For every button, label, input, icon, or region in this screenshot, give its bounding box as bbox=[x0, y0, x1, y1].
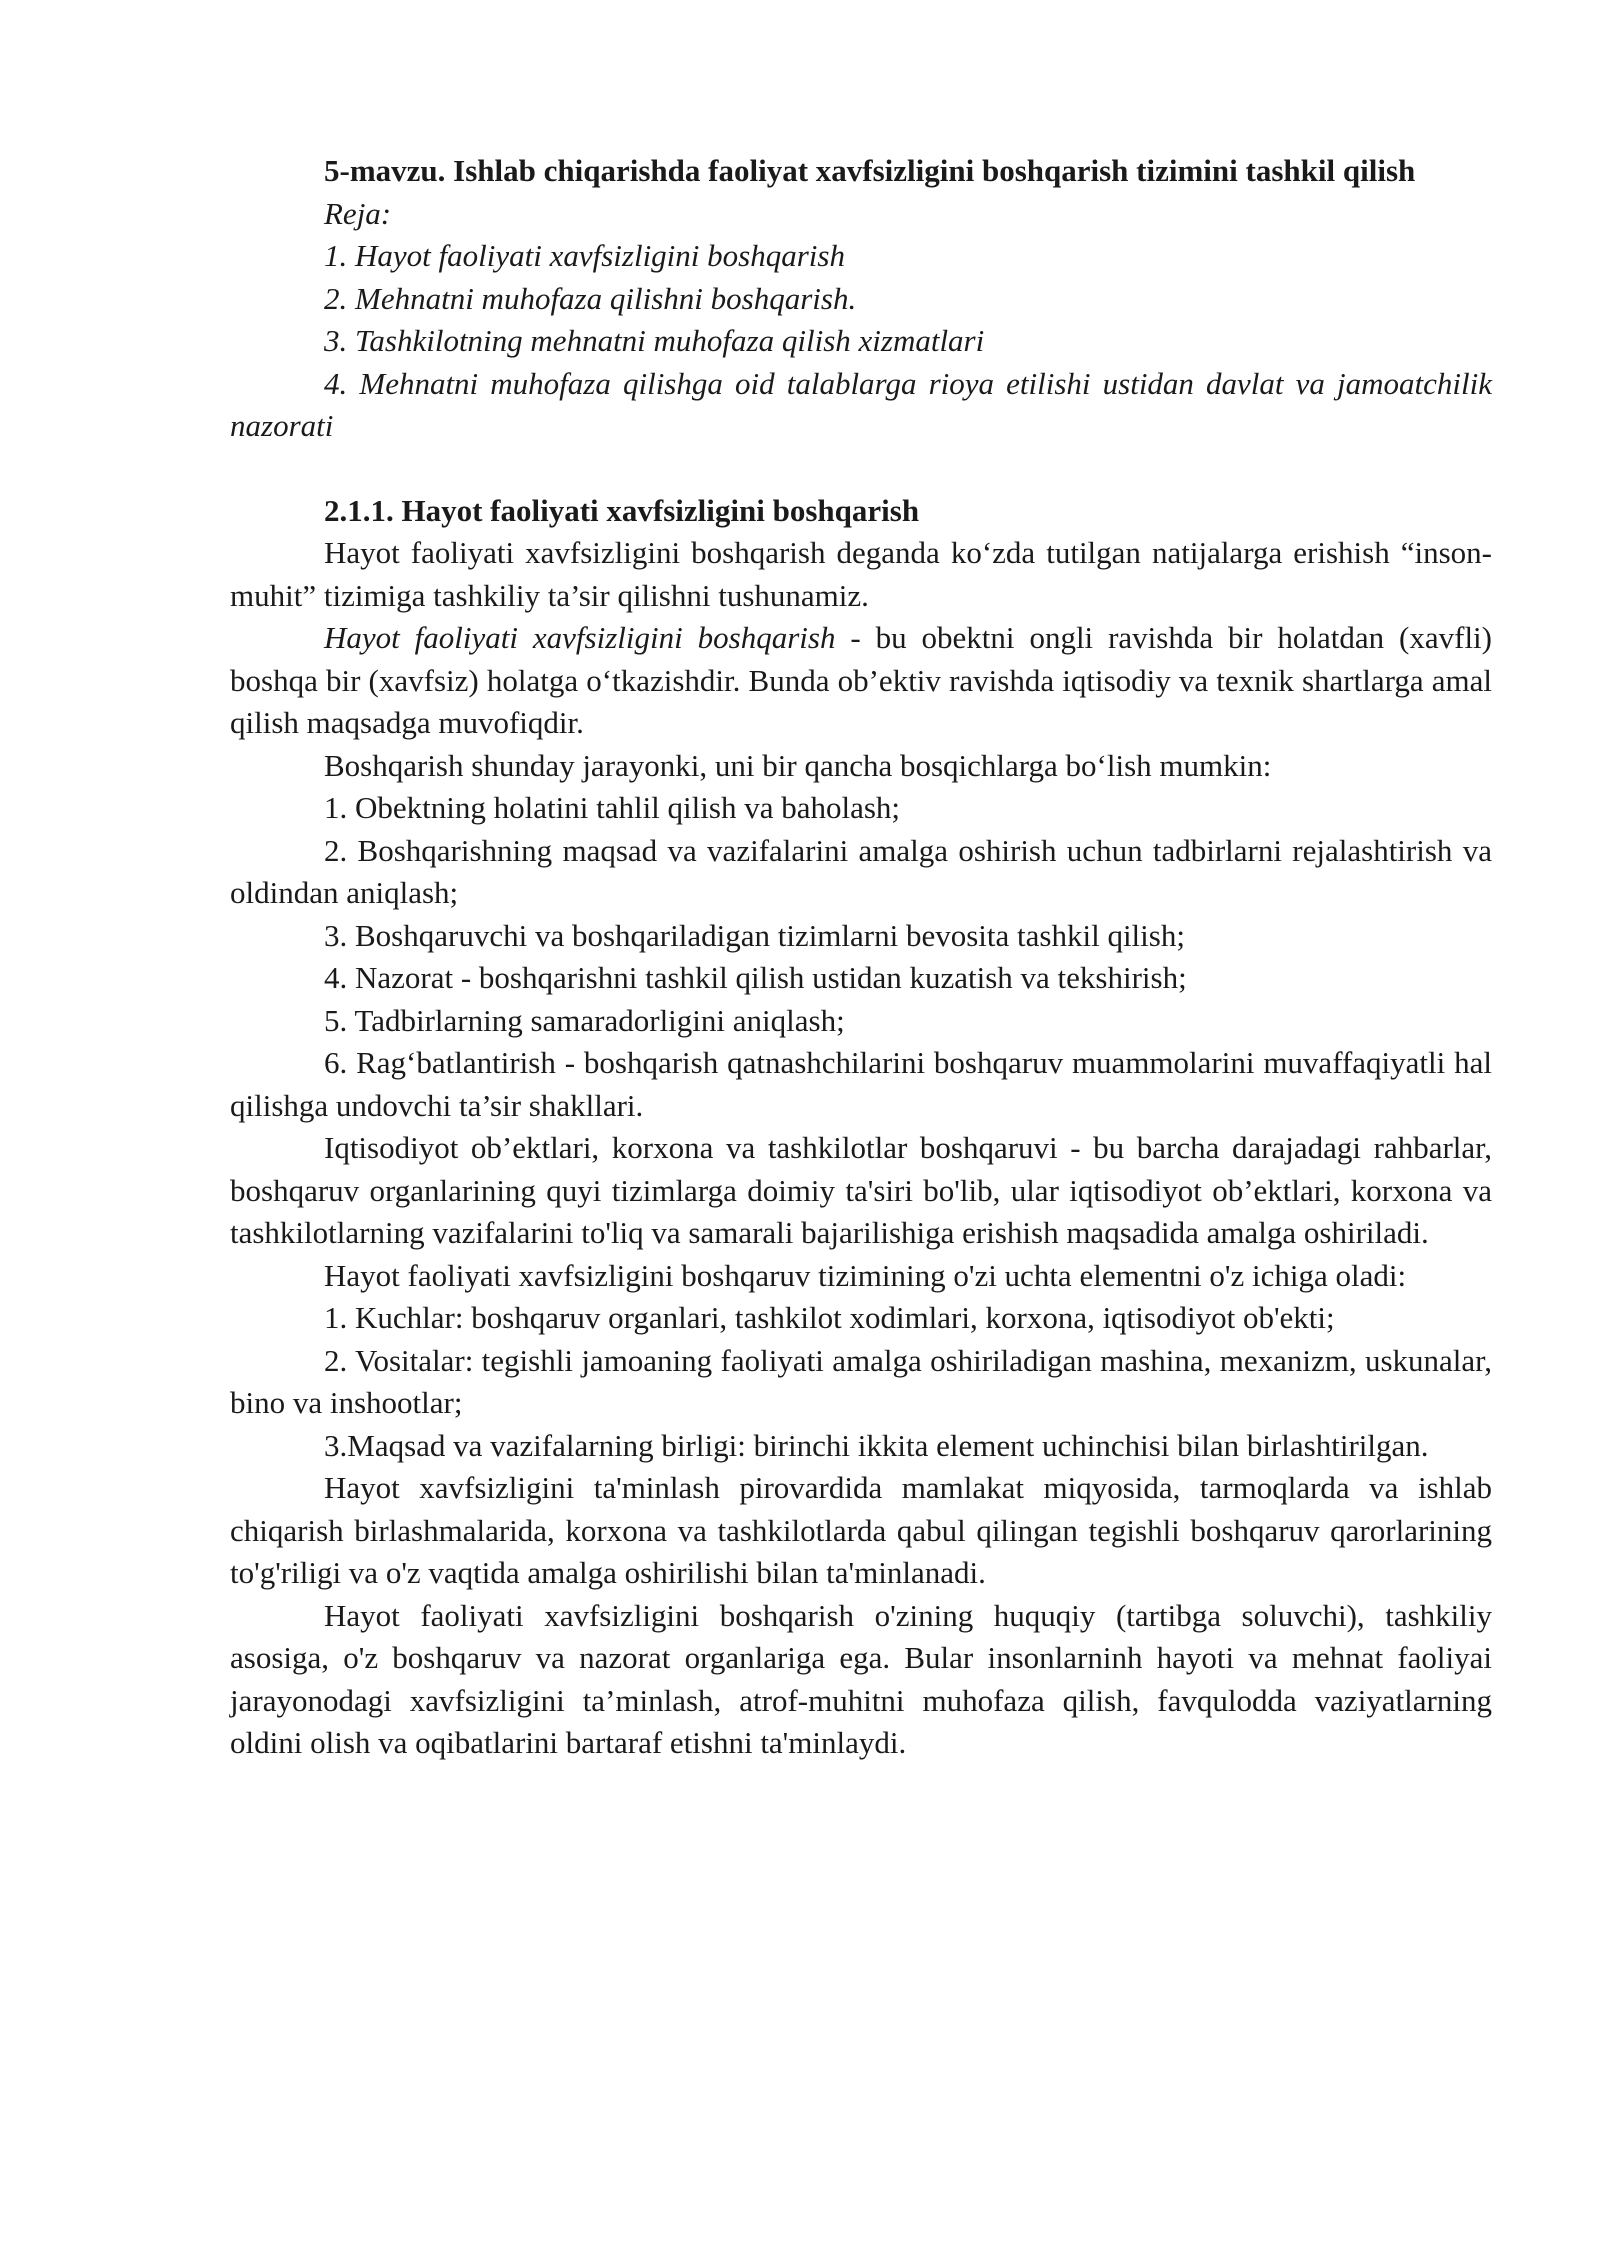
stage-item: 1. Obektning holatini tahlil qilish va baholash; bbox=[324, 790, 901, 825]
stage-item: 4. Nazorat - boshqarishni tashkil qilish ustidan kuzatish va tekshirish; bbox=[324, 960, 1187, 995]
plan-item: 3. Tashkilotning mehnatni muhofaza qilish xizmatlari bbox=[324, 323, 985, 358]
section-heading: 2.1.1. Hayot faoliyati xavfsizligini boshqarish bbox=[324, 492, 920, 528]
definition-term: Hayot faoliyati xavfsizligini boshqarish bbox=[324, 620, 836, 655]
definition-paragraph bbox=[230, 617, 1492, 745]
management-paragraph: Iqtisodiyot ob’ektlari, korxona va tashkilotlar boshqaruvi - bu barcha darajadagi rahbarlar, boshqaruv organlarining quyi tizimlarga doimiy ta'siri bo'lib, ular iqtisodiyot ob’ektlari, korxona va tashkilotlarning vazifalarini to'liq va samarali bajarilishiga erishish maqsadida amalga oshiriladi. bbox=[230, 1130, 1492, 1250]
definition-text: - bu obektni ongli ravishda bir holatdan (xavfli) boshqa bir (xavfsiz) holatga o‘tkazishdir. Bunda ob’ektiv ravishda iqtisodiy va texnik shartlarga amal qilish maqsadga muvofiqdir. bbox=[230, 620, 1492, 740]
stage-item: 2. Boshqarishning maqsad va vazifalarini amalga oshirish uchun tadbirlarni rejalashtirish va oldindan aniqlash; bbox=[230, 832, 1492, 910]
stage-item: 6. Rag‘batlantirish - boshqarish qatnashchilarini boshqaruv muammolarini muvaffaqiyatli hal qilishga undovchi ta’sir shakllari. bbox=[230, 1045, 1492, 1123]
element-item: 3.Maqsad va vazifalarning birligi: birinchi ikkita element uchinchisi bilan birlashtirilgan. bbox=[324, 1427, 1429, 1463]
plan-item: 4. Mehnatni muhofaza qilishga oid talablarga rioya etilishi ustidan davlat va jamoatchilik nazorati bbox=[230, 365, 1492, 443]
intro-paragraph: Hayot faoliyati xavfsizligini boshqarish deganda ko‘zda tutilgan natijalarga erishish “inson-muhit” tizimiga tashkiliy ta’sir qilishni tushunamiz. bbox=[230, 535, 1492, 613]
document-title: 5-mavzu. Ishlab chiqarishda faoliyat xavfsizligini boshqarish tizimini tashkil qilish bbox=[324, 153, 1416, 188]
elements-intro: Hayot faoliyati xavfsizligini boshqaruv tizimining o'zi uchta elementni o'z ichiga oladi: bbox=[324, 1257, 1407, 1293]
document-page bbox=[230, 150, 1492, 1765]
assurance-paragraph: Hayot xavfsizligini ta'minlash pirovardida mamlakat miqyosida, tarmoqlarda va ishlab chiqarish birlashmalarida, korxona va tashkilotlarda qabul qilingan tegishli boshqaruv qarorlarining to'g'riligi va o'z vaqtida amalga oshirilishi bilan ta'minlanadi. bbox=[230, 1470, 1492, 1590]
stage-item: 3. Boshqaruvchi va boshqariladigan tizimlarni bevosita tashkil qilish; bbox=[324, 917, 1185, 953]
element-item: 1. Kuchlar: boshqaruv organlari, tashkilot xodimlari, korxona, iqtisodiyot ob'ekti; bbox=[324, 1300, 1335, 1335]
closing-paragraph: Hayot faoliyati xavfsizligini boshqarish o'zining huquqiy (tartibga soluvchi), tashkiliy asosiga, o'z boshqaruv va nazorat organlariga ega. Bular insonlarninh hayoti va mehnat faoliyai jarayonodagi xavfsizligini ta’minlash, atrof-muhitni muhofaza qilish, favqulodda vaziyatlarning oldini olish va oqibatlarini bartaraf etishni ta'minlaydi. bbox=[230, 1597, 1492, 1760]
stage-item: 5. Tadbirlarning samaradorligini aniqlash; bbox=[324, 1002, 845, 1038]
element-item: 2. Vositalar: tegishli jamoaning faoliyati amalga oshiriladigan mashina, mexanizm, uskunalar, bino va inshootlar; bbox=[230, 1342, 1492, 1420]
plan-label: Reja: bbox=[324, 195, 392, 231]
stages-intro: Boshqarish shunday jarayonki, uni bir qancha bosqichlarga bo‘lish mumkin: bbox=[324, 747, 1272, 783]
plan-item: 1. Hayot faoliyati xavfsizligini boshqarish bbox=[324, 238, 845, 273]
plan-item: 2. Mehnatni muhofaza qilishni boshqarish. bbox=[324, 280, 857, 316]
